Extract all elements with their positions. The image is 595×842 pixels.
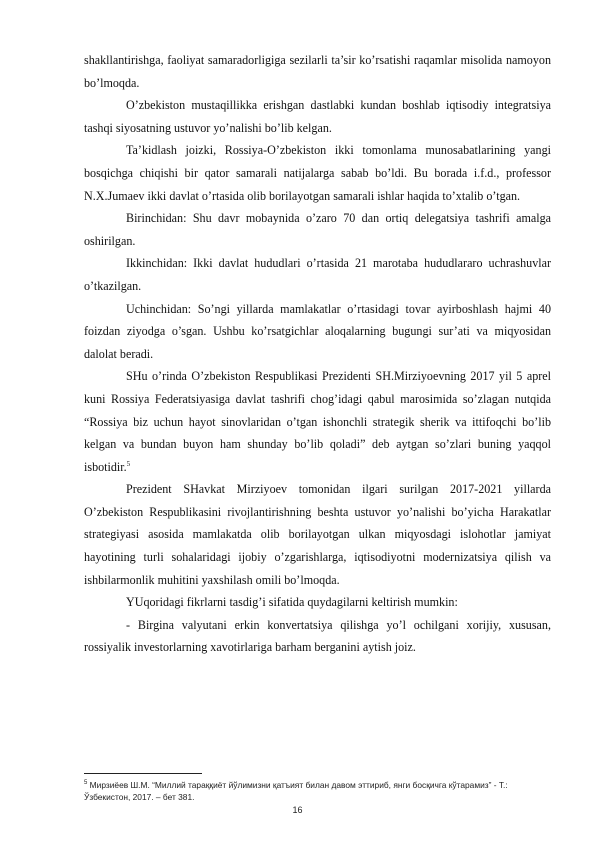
footnote xyxy=(84,777,554,804)
paragraph-8: Prezident SHavkat Mirziyoev tomonidan ilgari surilgan 2017-2021 yillarda O’zbekiston Respublikasini rivojlantirishning beshta ustuvor yo’nalishi bo’yicha Harakatlar strategiyasi asosida mamlakatda olib borilayotgan ulkan miqyosdagi islohotlar jamiyat hayotining turli sohalaridagi ijobiy o’zgarishlarga, iqtisodiyotni modernizatsiya qilish va ishbilarmonlik muhitini yaxshilash omili bo’lmoqda. xyxy=(84,482,551,587)
paragraph-3: Ta’kidlash joizki, Rossiya-O’zbekiston ikki tomonlama munosabatlarining yangi bosqichga chiqishi bir qator samarali natijalarga sabab bo’ldi. Bu borada i.f.d., professor N.X.Jumaev ikki davlat o’rtasida olib borilayotgan samarali ishlar haqida to’xtalib o’tgan. xyxy=(84,143,551,203)
paragraph-6: Uchinchidan: So’ngi yillarda mamlakatlar o’rtasidagi tovar ayirboshlash hajmi 40 foizdan ziyodga o’sgan. Ushbu ko’rsatgichlar aloqalarning bugungi sur’ati va miqyosidan dalolat beradi. xyxy=(84,301,551,361)
page-number: 16 xyxy=(292,805,303,815)
footnote-divider xyxy=(84,773,202,774)
document-body xyxy=(84,49,551,659)
paragraph-10: - Birgina valyutani erkin konvertatsiya qilishga yo’l ochilgani xorijiy, xususan, rossiyalik investorlarning xavotirlariga barham berganini aytish joiz. xyxy=(84,617,551,655)
footnote-number: 5 xyxy=(84,780,88,786)
paragraph-1: shakllantirishga, faoliyat samaradorligiga sezilarli ta’sir ko’rsatishi raqamlar misolida namoyon bo’lmoqda. xyxy=(84,53,551,90)
footnote-reference[interactable]: 5 xyxy=(126,459,131,468)
paragraph-7 xyxy=(84,365,551,478)
paragraph-7-text: SHu o’rinda O’zbekiston Respublikasi Prezidenti SH.Mirziyoevning 2017 yil 5 aprel kuni Rossiya Federatsiyasiga davlat tashrifi chog’idagi qabul marosimida so’zlagan nutqida “Rossiya biz uchun hayot sinovlaridan o’tgan ishonchli strategik sherik va ittifoqchi bo’lib kelgan va bundan buyon ham shunday bo’lib qoladi” deb aytgan so’zlari buning yaqqol isbotidir. xyxy=(84,369,551,474)
footnote-text: Мирзиёев Ш.М. “Миллий тараққиёт йўлимизни қатъият билан давом эттириб, янги босқичга кўтарамиз” - Т.: Ўзбекистон, 2017. – бет 381. xyxy=(84,779,508,803)
paragraph-4: Birinchidan: Shu davr mobaynida o’zaro 70 dan ortiq delegatsiya tashrifi amalga oshirilgan. xyxy=(84,211,551,248)
paragraph-2: O’zbekiston mustaqillikka erishgan dastlabki kundan boshlab iqtisodiy integratsiya tashqi siyosatning ustuvor yo’nalishi bo’lib kelgan. xyxy=(84,98,551,135)
paragraph-9: YUqoridagi fikrlarni tasdig’i sifatida quydagilarni keltirish mumkin: xyxy=(126,595,458,610)
paragraph-5: Ikkinchidan: Ikki davlat hududlari o’rtasida 21 marotaba hududlararo uchrashuvlar o’tkazilgan. xyxy=(84,256,551,293)
